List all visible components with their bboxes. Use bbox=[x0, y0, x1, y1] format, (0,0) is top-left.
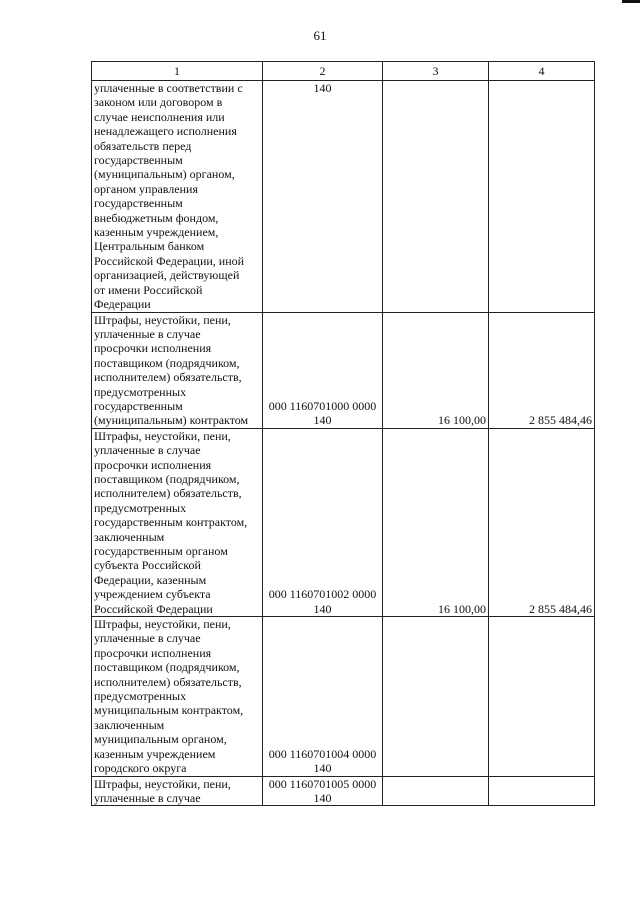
row-name: Штрафы, неустойки, пени, уплаченные в случае просрочки исполнения поставщиком (подрядчиком, исполнителем) обязательств, предусмотренных государственным (муниципальным) контрактом bbox=[92, 312, 263, 428]
row-col3 bbox=[383, 776, 489, 806]
row-col4 bbox=[489, 617, 595, 776]
column-header-2: 2 bbox=[263, 62, 383, 81]
row-col3 bbox=[383, 81, 489, 313]
row-code: 000 1160701004 0000 140 bbox=[263, 617, 383, 776]
row-col4: 2 855 484,46 bbox=[489, 428, 595, 616]
row-code: 140 bbox=[263, 81, 383, 313]
row-name: уплаченные в соответствии с законом или договором в случае неисполнения или ненадлежащего исполнения обязательств перед государственным (муниципальным) органом, органом управления государственным внебюджетным фондом, казенным учреждением, Центральным банком Российской Федерации, иной организацией, действующей от имени Российской Федерации bbox=[92, 81, 263, 313]
corner-mark bbox=[622, 0, 640, 3]
row-code: 000 1160701002 0000 140 bbox=[263, 428, 383, 616]
row-col4: 2 855 484,46 bbox=[489, 312, 595, 428]
row-name: Штрафы, неустойки, пени, уплаченные в случае просрочки исполнения поставщиком (подрядчиком, исполнителем) обязательств, предусмотренных государственным контрактом, заключенным государственным органом субъекта Российской Федерации, казенным учреждением субъекта Российской Федерации bbox=[92, 428, 263, 616]
budget-table bbox=[91, 61, 595, 806]
row-col3: 16 100,00 bbox=[383, 312, 489, 428]
table-row bbox=[92, 776, 595, 806]
row-col4 bbox=[489, 81, 595, 313]
row-code: 000 1160701000 0000 140 bbox=[263, 312, 383, 428]
row-col3 bbox=[383, 617, 489, 776]
header-row bbox=[92, 62, 595, 81]
column-header-1: 1 bbox=[92, 62, 263, 81]
row-name: Штрафы, неустойки, пени, уплаченные в случае bbox=[92, 776, 263, 806]
row-code: 000 1160701005 0000 140 bbox=[263, 776, 383, 806]
table-row bbox=[92, 617, 595, 776]
table-row bbox=[92, 428, 595, 616]
column-header-3: 3 bbox=[383, 62, 489, 81]
table-row bbox=[92, 312, 595, 428]
row-col3: 16 100,00 bbox=[383, 428, 489, 616]
row-name: Штрафы, неустойки, пени, уплаченные в случае просрочки исполнения поставщиком (подрядчиком, исполнителем) обязательств, предусмотренных муниципальным контрактом, заключенным муниципальным органом, казенным учреждением городского округа bbox=[92, 617, 263, 776]
row-col4 bbox=[489, 776, 595, 806]
page-number: 61 bbox=[313, 28, 327, 43]
table-row bbox=[92, 81, 595, 313]
column-header-4: 4 bbox=[489, 62, 595, 81]
